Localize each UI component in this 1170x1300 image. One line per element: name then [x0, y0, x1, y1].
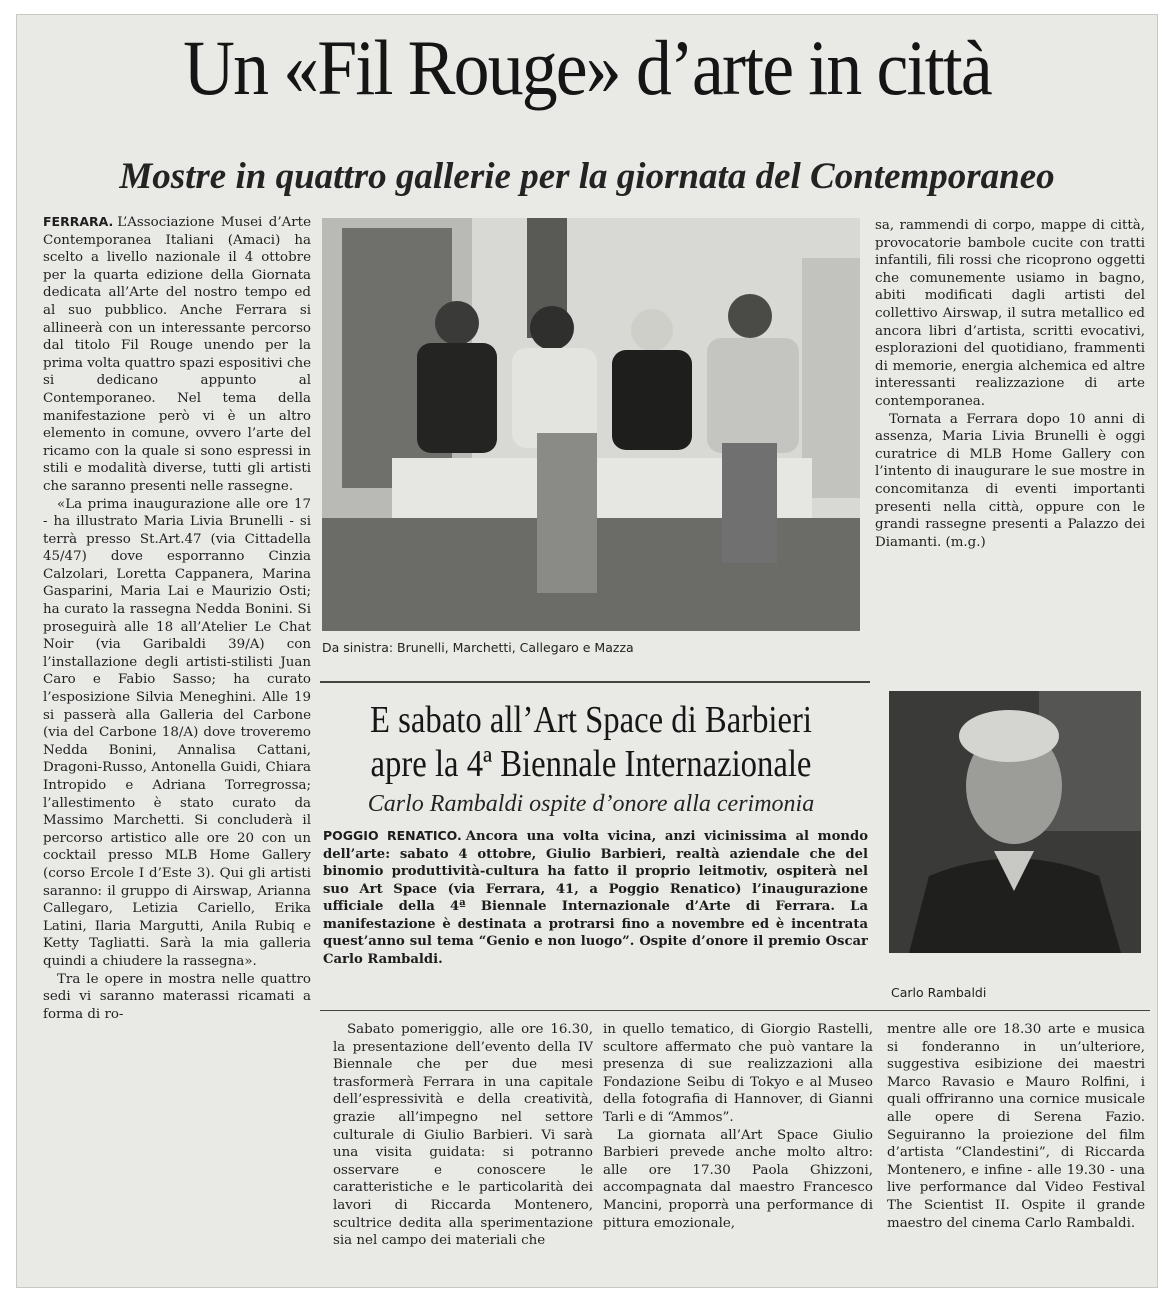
article1-paragraph: Tornata a Ferrara dopo 10 anni di assenza, Maria Livia Brunelli è oggi curatrice di MLB Home Gallery con l’intento di inaugurare le sue mostre in concomitanza di eventi importanti presenti nella città, oppure con le grandi rassegne presenti a Palazzo dei Diamanti. (m.g.): [875, 411, 1145, 550]
group-photo-image: [322, 218, 860, 631]
portrait-photo-caption: Carlo Rambaldi: [891, 985, 987, 1000]
newspaper-page: [16, 14, 1158, 1288]
article1-paragraph: sa, rammendi di corpo, mappe di città, provocatorie bambole cucite con tratti infantili, fili rossi che ricoprono oggetti che comunemente usiamo in bagno, abiti modificati dagli artisti del collettivo Airswap, il sutra metallico ed ancora libri d’artista, scritti evocativi, esplorazioni del quotidiano, frammenti di memorie, energia alchemica ed altre interessanti realizzazione di arte contemporanea.: [875, 218, 1145, 409]
group-photo-caption: Da sinistra: Brunelli, Marchetti, Callegaro e Mazza: [322, 640, 634, 655]
article2-lead: POGGIO RENATICO. Ancora una volta vicina, anzi vicinissima al mondo dell’arte: sabato 4 ottobre, Giulio Barbieri, realtà aziendale che del binomio produttività-cultura ha fatto il proprio leitmotiv, ospiterà nel suo Art Space (via Ferrara, 41, a Poggio Renatico) l’inaugurazione ufficiale della 4ª Biennale Internazionale d’Arte di Ferrara. La manifestazione è destinata a protrarsi fino a novembre ed è incentrata quest’anno sul tema “Genio e non luogo”. Ospite d’onore il premio Oscar Carlo Rambaldi.: [323, 828, 868, 967]
headline: Un «Fil Rouge» d’arte in città: [183, 24, 991, 111]
section-divider: [320, 1010, 1150, 1011]
article2-column-2: [603, 1021, 873, 1287]
article1-dateline: FERRARA.: [43, 214, 114, 229]
article1-paragraph: FERRARA. L’Associazione Musei d’Arte Contemporanea Italiani (Amaci) ha scelto a livello nazionale il 4 ottobre per la quarta edizione della Giornata dedicata all’Arte del nostro tempo ed al suo pubblico. Anche Ferrara si allineerà con un interessante percorso dal titolo Fil Rouge unendo per la prima volta quattro spazi espositivi che si dedicano appunto al Contemporaneo. Nel tema della manifestazione però vi è un altro elemento in comune, ovvero l’arte del ricamo con la quale si sono espressi in stili e modalità diverse, tutti gli artisti che saranno presenti nelle rassegne.: [43, 214, 311, 494]
article2-paragraph: in quello tematico, di Giorgio Rastelli, scultore affermato che può vantare la presenza di sue realizzazioni alla Fondazione Seibu di Tokyo e al Museo della fotografia di Hannover, di Gianni Tarli e di “Ammos”.: [603, 1022, 873, 1125]
article2-headline: E sabato all’Art Space di Barbieri apre la 4ª Biennale Internazionale: [370, 699, 812, 785]
portrait-photo-image: [889, 691, 1141, 953]
subheadline: Mostre in quattro gallerie per la giornata del Contemporaneo: [119, 156, 1055, 197]
article2-column-1: [333, 1021, 593, 1287]
article1-paragraph: Tra le opere in mostra nelle quattro sedi vi saranno materassi ricamati a forma di ro-: [43, 971, 311, 1022]
article2-paragraph: La giornata all’Art Space Giulio Barbieri prevede anche molto altro: alle ore 17.30 Paola Ghizzoni, accompagnata dal maestro Francesco Mancini, proporrà una performance di pittura emozionale,: [603, 1127, 873, 1231]
section-divider: [320, 681, 870, 683]
article1-column-2: [875, 217, 1145, 673]
group-photo: [322, 218, 860, 631]
article1-column-1: [43, 213, 311, 1283]
article1-paragraph: «La prima inaugurazione alle ore 17 - ha illustrato Maria Livia Brunelli - si terrà presso St.Art.47 (via Cittadella 45/47) dove esporranno Cinzia Calzolari, Loretta Cappanera, Marina Gasparini, Maria Lai e Maurizio Osti; ha curato la rassegna Nedda Bonini. Si proseguirà alle 18 all’Atelier Le Chat Noir (via Garibaldi 39/A) con l’installazione degli artisti-stilisti Juan Caro e Fabio Sasso; ha curato l’esposizione Silvia Meneghini. Alle 19 si passerà alla Galleria del Carbone (via del Carbone 18/A) dove troveremo Nedda Bonini, Annalisa Cattani, Dragoni-Russo, Antonella Guidi, Chiara Intropido e Adriana Torregrossa; l’allestimento è stato curato da Massimo Marchetti. Si concluderà il percorso artistico alle ore 20 con un cocktail presso MLB Home Gallery (corso Ercole I d’Este 3). Qui gli artisti saranno: il gruppo di Airswap, Arianna Callegaro, Letizia Cariello, Erika Latini, Ilaria Margutti, Anila Rubiq e Ketty Tagliatti. Sarà la mia galleria quindi a chiudere la rassegna».: [43, 496, 311, 969]
article2-paragraph: mentre alle ore 18.30 arte e musica si fonderanno in un’ulteriore, suggestiva esibizione dei maestri Marco Ravasio e Mauro Rolfini, i quali offriranno una cornice musicale alle opere di Serena Fazio. Seguiranno la proiezione del film d’artista “Clandestini”, di Riccarda Montenero, e infine - alle 19.30 - una live performance dal Video Festival The Scientist II. Ospite il grande maestro del cinema Carlo Rambaldi.: [887, 1022, 1145, 1231]
article2-subheadline: Carlo Rambaldi ospite d’onore alla cerimonia: [367, 791, 815, 817]
article2-paragraph: Sabato pomeriggio, alle ore 16.30, la presentazione dell’evento della IV Biennale che per due mesi trasformerà Ferrara in una capitale dell’espressività e della creatività, grazie all’impegno nel settore culturale di Giulio Barbieri. Vi sarà una visita guidata: si potranno osservare e conoscere le caratteristiche e le particolarità dei lavori di Riccarda Montenero, scultrice dedita alla sperimentazione sia nel campo dei materiali che: [333, 1022, 593, 1249]
article2-dateline: POGGIO RENATICO.: [323, 828, 462, 843]
portrait-photo: [889, 691, 1141, 953]
article2-column-3: [887, 1021, 1145, 1287]
